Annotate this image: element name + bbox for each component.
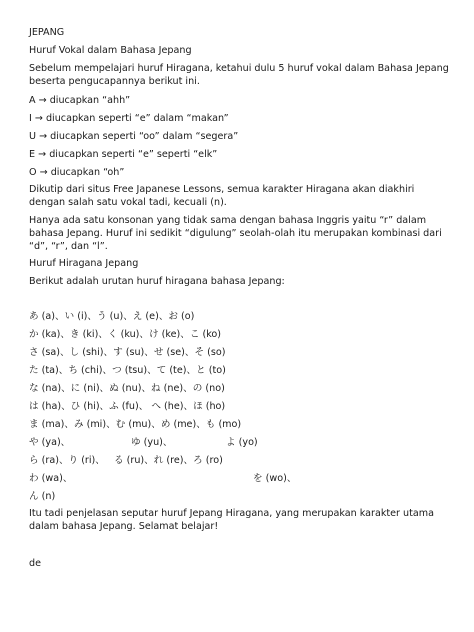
intro-paragraph: Sebelum mempelajari huruf Hiragana, ketahui dulu 5 huruf vokal dalam Bahasa Jepang beserta pengucapannya berikut ini.	[29, 63, 449, 87]
vowel-a: A → diucapkan “ahh”	[29, 95, 131, 106]
hiragana-wa: わ (wa)、	[29, 473, 73, 484]
hiragana-yo: よ (yo)	[226, 437, 258, 448]
hiragana-row-na: な (na)、に (ni)、ぬ (nu)、ね (ne)、の (no)	[29, 383, 225, 394]
vowel-o: O → diucapkan “oh”	[29, 167, 125, 178]
doc-title: JEPANG	[29, 27, 65, 38]
hiragana-yu: ゆ (yu)、	[131, 437, 173, 448]
hiragana-n: ん (n)	[29, 491, 56, 502]
hiragana-ru-re-ro: る (ru)、れ (re)、ろ (ro)	[114, 455, 223, 466]
vowel-i: I → diucapkan seperti “e” dalam “makan”	[29, 113, 229, 124]
hiragana-ya: や (ya)、	[29, 437, 71, 448]
consonant-paragraph: Hanya ada satu konsonan yang tidak sama dengan bahasa Inggris yaitu “r” dalam bahasa Jepang. Huruf ini sedikit “digulung” seolah-olah itu merupakan kombinasi dari “d”, “r”, dan “l”.	[29, 215, 442, 252]
footer-text: de	[29, 558, 41, 569]
hiragana-row-ha: は (ha)、ひ (hi)、ふ (fu)、 へ (he)、ほ (ho)	[29, 401, 226, 412]
hiragana-row-sa: さ (sa)、し (shi)、す (su)、せ (se)、そ (so)	[29, 347, 226, 358]
heading-hiragana: Huruf Hiragana Jepang	[29, 258, 139, 269]
vowel-e: E → diucapkan seperti “e” seperti “elk”	[29, 149, 218, 160]
hiragana-row-ka: か (ka)、き (ki)、く (ku)、け (ke)、こ (ko)	[29, 329, 222, 340]
hiragana-order-intro: Berikut adalah urutan huruf hiragana bahasa Jepang:	[29, 276, 285, 287]
hiragana-row-ta: た (ta)、ち (chi)、つ (tsu)、て (te)、と (to)	[29, 365, 226, 376]
vowel-u: U → diucapkan seperti “oo” dalam “segera”	[29, 131, 239, 142]
hiragana-ra-ri: ら (ra)、り (ri)、	[29, 455, 105, 466]
hiragana-wo: を (wo)、	[253, 473, 297, 484]
closing-paragraph: Itu tadi penjelasan seputar huruf Jepang Hiragana, yang merupakan karakter utama dalam bahasa Jepang. Selamat belajar!	[29, 508, 434, 532]
hiragana-row-ma: ま (ma)、み (mi)、む (mu)、め (me)、も (mo)	[29, 419, 242, 430]
hiragana-row-a: あ (a)、い (i)、う (u)、え (e)、お (o)	[29, 311, 195, 322]
heading-vowels: Huruf Vokal dalam Bahasa Jepang	[29, 45, 192, 56]
source-paragraph: Dikutip dari situs Free Japanese Lessons, semua karakter Hiragana akan diakhiri dengan salah satu vokal tadi, kecuali (n).	[29, 184, 415, 208]
